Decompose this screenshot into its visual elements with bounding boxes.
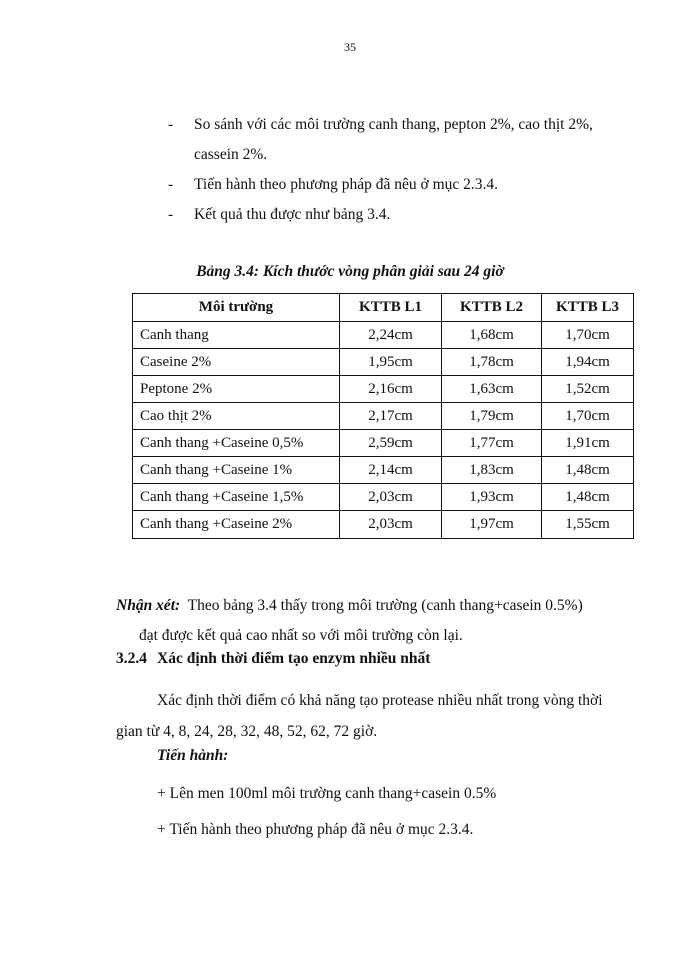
bullet-dash: -	[168, 116, 174, 133]
cell-environment: Canh thang +Caseine 1,5%	[133, 484, 340, 511]
bullet-line: Kết quả thu được như bảng 3.4.	[194, 206, 391, 223]
table-row	[133, 457, 633, 484]
cell-l3: 1,48cm	[542, 484, 633, 511]
bullet-line: So sánh với các môi trường canh thang, pepton 2%, cao thịt 2%,	[194, 116, 593, 133]
table-row	[133, 511, 633, 538]
table-row	[133, 349, 633, 376]
comment-block	[116, 591, 636, 651]
bullet-item	[168, 170, 648, 200]
cell-environment: Canh thang +Caseine 2%	[133, 511, 340, 538]
section-heading	[116, 650, 430, 668]
comment-label: Nhận xét:	[116, 597, 181, 614]
comment-text-continued: đạt được kết quả cao nhất so với môi trường còn lại.	[139, 627, 463, 644]
results-table	[132, 293, 634, 539]
cell-l2: 1,63cm	[442, 376, 542, 403]
bullet-line: cassein 2%.	[194, 146, 268, 163]
table-row	[133, 376, 633, 403]
bullet-list	[168, 110, 648, 230]
procedure-step: + Lên men 100ml môi trường canh thang+casein 0.5%	[157, 785, 497, 802]
bullet-item	[168, 110, 648, 170]
cell-l1: 2,59cm	[340, 430, 442, 457]
cell-l1: 2,03cm	[340, 484, 442, 511]
cell-l2: 1,78cm	[442, 349, 542, 376]
cell-l3: 1,52cm	[542, 376, 633, 403]
bullet-dash: -	[168, 176, 174, 193]
procedure-step: + Tiến hành theo phương pháp đã nêu ở mục 2.3.4.	[157, 821, 474, 838]
section-title: Xác định thời điểm tạo enzym nhiều nhất	[157, 650, 431, 667]
bullet-dash: -	[168, 206, 174, 223]
column-header-l3: KTTB L3	[542, 294, 633, 322]
cell-l2: 1,93cm	[442, 484, 542, 511]
table-row	[133, 484, 633, 511]
table-row	[133, 322, 633, 349]
cell-l3: 1,91cm	[542, 430, 633, 457]
page-number: 35	[344, 40, 356, 54]
cell-l3: 1,48cm	[542, 457, 633, 484]
cell-l2: 1,68cm	[442, 322, 542, 349]
column-header-environment: Môi trường	[133, 294, 340, 322]
cell-l1: 2,03cm	[340, 511, 442, 538]
table-title: Bảng 3.4: Kích thước vòng phân giải sau 24 giờ	[196, 263, 504, 280]
cell-environment: Canh thang	[133, 322, 340, 349]
paragraph-line: gian từ 4, 8, 24, 28, 32, 48, 52, 62, 72 giờ.	[116, 723, 378, 740]
comment-line	[116, 591, 636, 621]
cell-environment: Canh thang +Caseine 0,5%	[133, 430, 340, 457]
cell-environment: Cao thịt 2%	[133, 403, 340, 430]
cell-l1: 2,16cm	[340, 376, 442, 403]
cell-environment: Caseine 2%	[133, 349, 340, 376]
cell-environment: Peptone 2%	[133, 376, 340, 403]
column-header-l1: KTTB L1	[340, 294, 442, 322]
column-header-l2: KTTB L2	[442, 294, 542, 322]
bullet-line: Tiến hành theo phương pháp đã nêu ở mục 2.3.4.	[194, 176, 499, 193]
cell-l1: 2,17cm	[340, 403, 442, 430]
cell-l1: 1,95cm	[340, 349, 442, 376]
paragraph	[116, 685, 636, 747]
cell-l2: 1,79cm	[442, 403, 542, 430]
cell-l2: 1,83cm	[442, 457, 542, 484]
cell-l1: 2,14cm	[340, 457, 442, 484]
paragraph-line: Xác định thời điểm có khả năng tạo protease nhiều nhất trong vòng thời	[157, 692, 603, 709]
cell-environment: Canh thang +Caseine 1%	[133, 457, 340, 484]
comment-text: Theo bảng 3.4 thấy trong môi trường (canh thang+casein 0.5%)	[187, 597, 583, 614]
cell-l1: 2,24cm	[340, 322, 442, 349]
table-header-row	[133, 294, 633, 322]
table-row	[133, 430, 633, 457]
cell-l3: 1,94cm	[542, 349, 633, 376]
cell-l2: 1,77cm	[442, 430, 542, 457]
section-number: 3.2.4	[116, 650, 147, 667]
bullet-item	[168, 200, 648, 230]
cell-l3: 1,70cm	[542, 403, 633, 430]
cell-l2: 1,97cm	[442, 511, 542, 538]
cell-l3: 1,70cm	[542, 322, 633, 349]
cell-l3: 1,55cm	[565, 516, 610, 532]
table-row	[133, 403, 633, 430]
procedure-label: Tiến hành:	[157, 747, 229, 764]
